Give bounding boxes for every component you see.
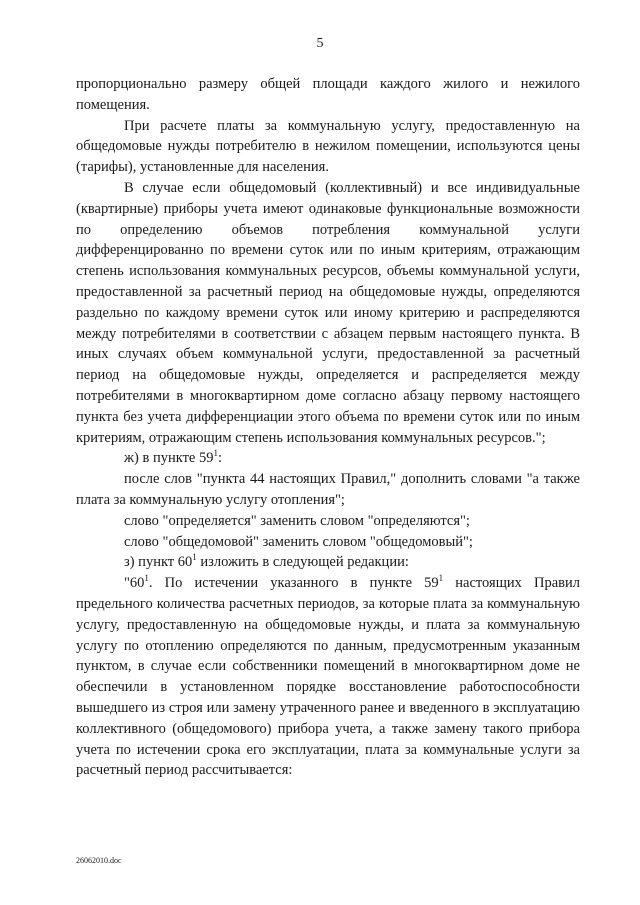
- superscript: 1: [438, 573, 444, 584]
- superscript: 1: [144, 573, 149, 584]
- body-text: [76, 74, 580, 781]
- paragraph-text: . По истечении указанного в пункте 59: [148, 575, 439, 592]
- paragraph: При расчете платы за коммунальную услугу, предоставленную на общедомовые нужды потребителю в нежилом помещении, используются цены (тарифы), установленные для населения.: [76, 117, 580, 176]
- page-number: 5: [316, 36, 324, 51]
- paragraph: после слов "пункта 44 настоящих Правил," дополнить словами "а также плата за коммунальную услугу отопления";: [76, 471, 580, 508]
- paragraph-text: настоящих Правил предельного количества расчетных периодов, за которые плата за коммунальную услугу, предоставленную на общедомовые нужды, и плата за коммунальную услугу по отоплению определяются по данным, предусмотренным указанным пунктом, в случае если собственники помещений в многоквартирном доме не обеспечили в установленном порядке восстановление работоспособности вышедшего из строя или замену утраченного ранее и введенного в эксплуатацию коллективного (общедомового) прибора учета, а также замену такого прибора учета по истечении срока его эксплуатации, плата за коммунальные услуги за расчетный период рассчитывается:: [76, 575, 580, 779]
- paragraph-text: "60: [124, 575, 145, 592]
- paragraph: В случае если общедомовый (коллективный) и все индивидуальные (квартирные) приборы учета имеют одинаковые функциональные возможности по определению объемов потребления коммунальной услуги дифференцированно по времени суток или по иным критериям, отражающим степень использования коммунальных ресурсов, объемы коммунальной услуги, предоставленной за расчетный период на общедомовые нужды, определяются раздельно по каждому времени суток или иному критерию и распределяются между потребителями в соответствии с абзацем первым настоящего пункта. В иных случаях объем коммунальной услуги, предоставленной за расчетный период на общедомовые нужды, определяется и распределяется между потребителями в многоквартирном доме согласно абзацу первому настоящего пункта без учета дифференциации этого объема по времени суток или по иным критериям, отражающим степень использования коммунальных ресурсов.";: [76, 179, 580, 446]
- paragraph-text: :: [217, 450, 222, 467]
- footer-filename: 26062010.doc: [76, 856, 122, 865]
- paragraph-text: ж) в пункте 59: [124, 450, 214, 467]
- paragraph: [76, 448, 580, 469]
- paragraph: слово "определяется" заменить словом "определяются";: [124, 512, 470, 529]
- paragraph-text: изложить в следующей редакции:: [196, 554, 409, 571]
- paragraph: пропорционально размеру общей площади каждого жилого и нежилого помещения.: [76, 76, 580, 113]
- paragraph: [76, 552, 580, 573]
- paragraph: слово "общедомовой" заменить словом "общедомовый";: [124, 533, 473, 550]
- paragraph: [76, 573, 580, 781]
- paragraph-text: з) пункт 60: [124, 554, 193, 571]
- superscript: 1: [192, 552, 197, 563]
- superscript: 1: [213, 448, 218, 459]
